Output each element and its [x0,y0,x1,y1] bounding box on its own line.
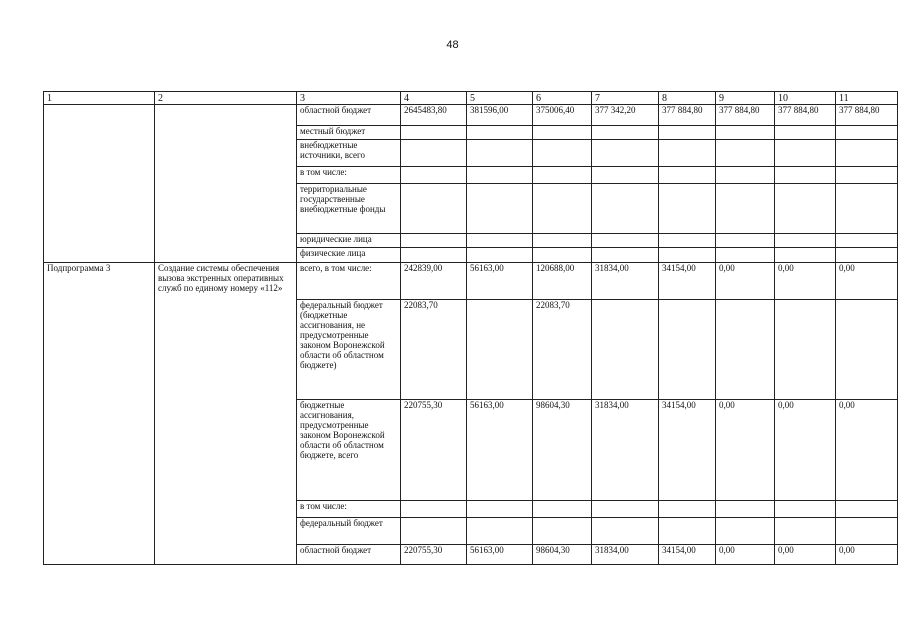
header-cell: 9 [716,92,775,105]
header-cell: 11 [836,92,898,105]
row-label: всего, в том числе: [297,263,401,300]
value-cell: 242839,00 [401,263,467,300]
row-label: в том числе: [297,501,401,518]
value-cell: 98604,30 [533,400,592,501]
row-label: территориальные государственные внебюджетные фонды [297,184,401,234]
page-number: 48 [446,39,459,51]
row-label: физические лица [297,248,401,263]
row-label: внебюджетные источники, всего [297,140,401,167]
value-cell: 0,00 [716,263,775,300]
value-cell: 377 884,80 [775,105,836,126]
header-row [44,92,898,105]
header-cell: 5 [467,92,533,105]
value-cell: 120688,00 [533,263,592,300]
value-cell [775,300,836,400]
header-cell: 4 [401,92,467,105]
empty-cell [155,105,297,263]
value-cell: 31834,00 [592,263,659,300]
empty-cell [44,105,155,263]
table-row [44,263,898,300]
header-cell: 3 [297,92,401,105]
value-cell [659,300,716,400]
value-cell: 381596,00 [467,105,533,126]
row-label: местный бюджет [297,126,401,140]
row-label: в том числе: [297,167,401,184]
value-cell: 22083,70 [401,300,467,400]
value-cell: 375006,40 [533,105,592,126]
value-cell: 0,00 [775,545,836,565]
value-cell: 0,00 [836,400,898,501]
value-cell: 34154,00 [659,263,716,300]
header-cell: 7 [592,92,659,105]
header-cell: 6 [533,92,592,105]
value-cell: 377 884,80 [659,105,716,126]
row-label: федеральный бюджет (бюджетные ассигнования, не предусмотренные законом Воронежской области об областном бюджете) [297,300,401,400]
value-cell: 56163,00 [467,545,533,565]
value-cell: 34154,00 [659,545,716,565]
value-cell [836,300,898,400]
value-cell: 377 884,80 [716,105,775,126]
row-label: областной бюджет [297,105,401,126]
value-cell: 0,00 [775,263,836,300]
row-label: бюджетные ассигнования, предусмотренные законом Воронежской области об областном бюджете, всего [297,400,401,501]
value-cell: 0,00 [716,545,775,565]
value-cell: 56163,00 [467,263,533,300]
value-cell: 34154,00 [659,400,716,501]
row-label: областной бюджет [297,545,401,565]
value-cell: 377 884,80 [836,105,898,126]
value-cell: 220755,30 [401,545,467,565]
row-label: юридические лица [297,234,401,248]
subprogram-code: Подпрограмма 3 [44,263,155,565]
value-cell: 98604,30 [533,545,592,565]
header-cell: 2 [155,92,297,105]
header-cell: 8 [659,92,716,105]
row-label: федеральный бюджет [297,518,401,545]
value-cell: 56163,00 [467,400,533,501]
value-cell: 377 342,20 [592,105,659,126]
table-row [44,105,898,126]
value-cell: 31834,00 [592,400,659,501]
value-cell: 2645483,80 [401,105,467,126]
budget-table [43,91,898,565]
value-cell [467,300,533,400]
value-cell [716,300,775,400]
value-cell: 31834,00 [592,545,659,565]
value-cell: 220755,30 [401,400,467,501]
value-cell: 0,00 [836,263,898,300]
value-cell: 0,00 [836,545,898,565]
value-cell [592,300,659,400]
value-cell: 22083,70 [533,300,592,400]
value-cell: 0,00 [775,400,836,501]
subprogram-name: Создание системы обеспечения вызова экстренных оперативных служб по единому номеру «112» [155,263,297,565]
header-cell: 1 [44,92,155,105]
header-cell: 10 [775,92,836,105]
value-cell: 0,00 [716,400,775,501]
